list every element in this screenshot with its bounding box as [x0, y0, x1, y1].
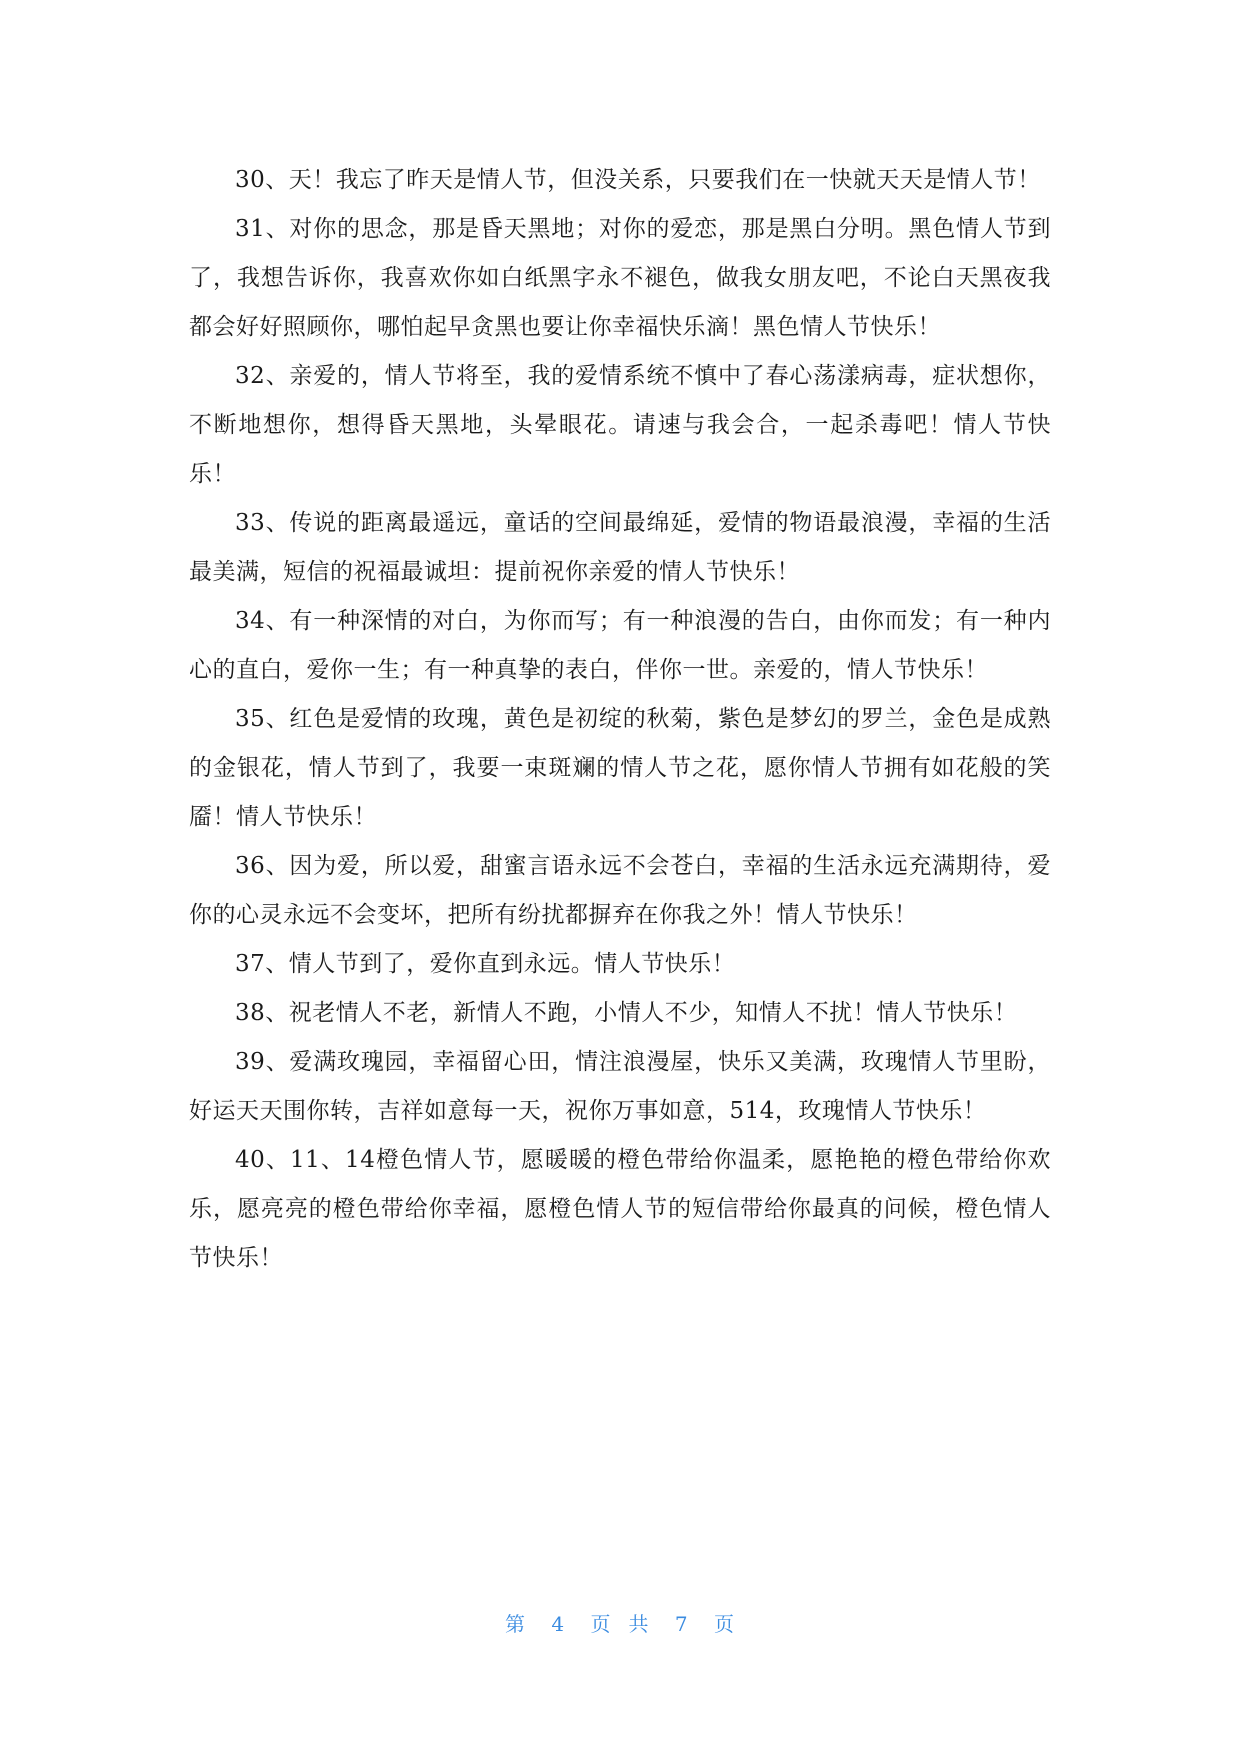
footer-word-ye-2: 页: [713, 1612, 736, 1636]
paragraph-34: 34、有一种深情的对白，为你而写；有一种浪漫的告白，由你而发；有一种内心的直白，爱你一生；有一种真挚的表白，伴你一世。亲爱的，情人节快乐！: [189, 608, 1051, 683]
paragraph-33: 33、传说的距离最遥远，童话的空间最绵延，爱情的物语最浪漫，幸福的生活最美满，短信的祝福最诚坦：提前祝你亲爱的情人节快乐！: [189, 510, 1051, 585]
paragraph-30: 30、天！我忘了昨天是情人节，但没关系，只要我们在一快就天天是情人节！: [235, 167, 1041, 193]
document-body: [189, 156, 1051, 1283]
total-page-number: 7: [674, 1612, 690, 1636]
paragraph-37: 37、情人节到了，爱你直到永远。情人节快乐！: [235, 951, 736, 977]
footer-word-ye: 页: [590, 1612, 613, 1636]
paragraph-39: 39、爱满玫瑰园，幸福留心田，情注浪漫屋，快乐又美满，玫瑰情人节里盼，好运天天围你转，吉祥如意每一天，祝你万事如意，514，玫瑰情人节快乐！: [189, 1049, 1051, 1124]
footer-word-di: 第: [505, 1612, 528, 1636]
paragraph-36: 36、因为爱，所以爱，甜蜜言语永远不会苍白，幸福的生活永远充满期待，爱你的心灵永远不会变坏，把所有纷扰都摒弃在你我之外！情人节快乐！: [189, 853, 1051, 928]
paragraph-38: 38、祝老情人不老，新情人不跑，小情人不少，知情人不扰！情人节快乐！: [235, 1000, 1018, 1026]
paragraph-31: 31、对你的思念，那是昏天黑地；对你的爱恋，那是黑白分明。黑色情人节到了，我想告诉你，我喜欢你如白纸黑字永不褪色，做我女朋友吧，不论白天黑夜我都会好好照顾你，哪怕起早贪黑也要让你幸福快乐滴！黑色情人节快乐！: [189, 216, 1051, 340]
paragraph-40: 40、11、14橙色情人节，愿暖暖的橙色带给你温柔，愿艳艳的橙色带给你欢乐，愿亮亮的橙色带给你幸福，愿橙色情人节的短信带给你最真的问候，橙色情人节快乐！: [189, 1147, 1051, 1271]
paragraph-35: 35、红色是爱情的玫瑰，黄色是初绽的秋菊，紫色是梦幻的罗兰，金色是成熟的金银花，情人节到了，我要一束斑斓的情人节之花，愿你情人节拥有如花般的笑靥！情人节快乐！: [189, 706, 1051, 830]
page-number-footer: [0, 1608, 1241, 1637]
current-page-number: 4: [551, 1612, 567, 1636]
paragraph-32: 32、亲爱的，情人节将至，我的爱情系统不慎中了春心荡漾病毒，症状想你，不断地想你，想得昏天黑地，头晕眼花。请速与我会合，一起杀毒吧！情人节快乐！: [189, 363, 1051, 487]
footer-word-gong: 共: [628, 1612, 651, 1636]
